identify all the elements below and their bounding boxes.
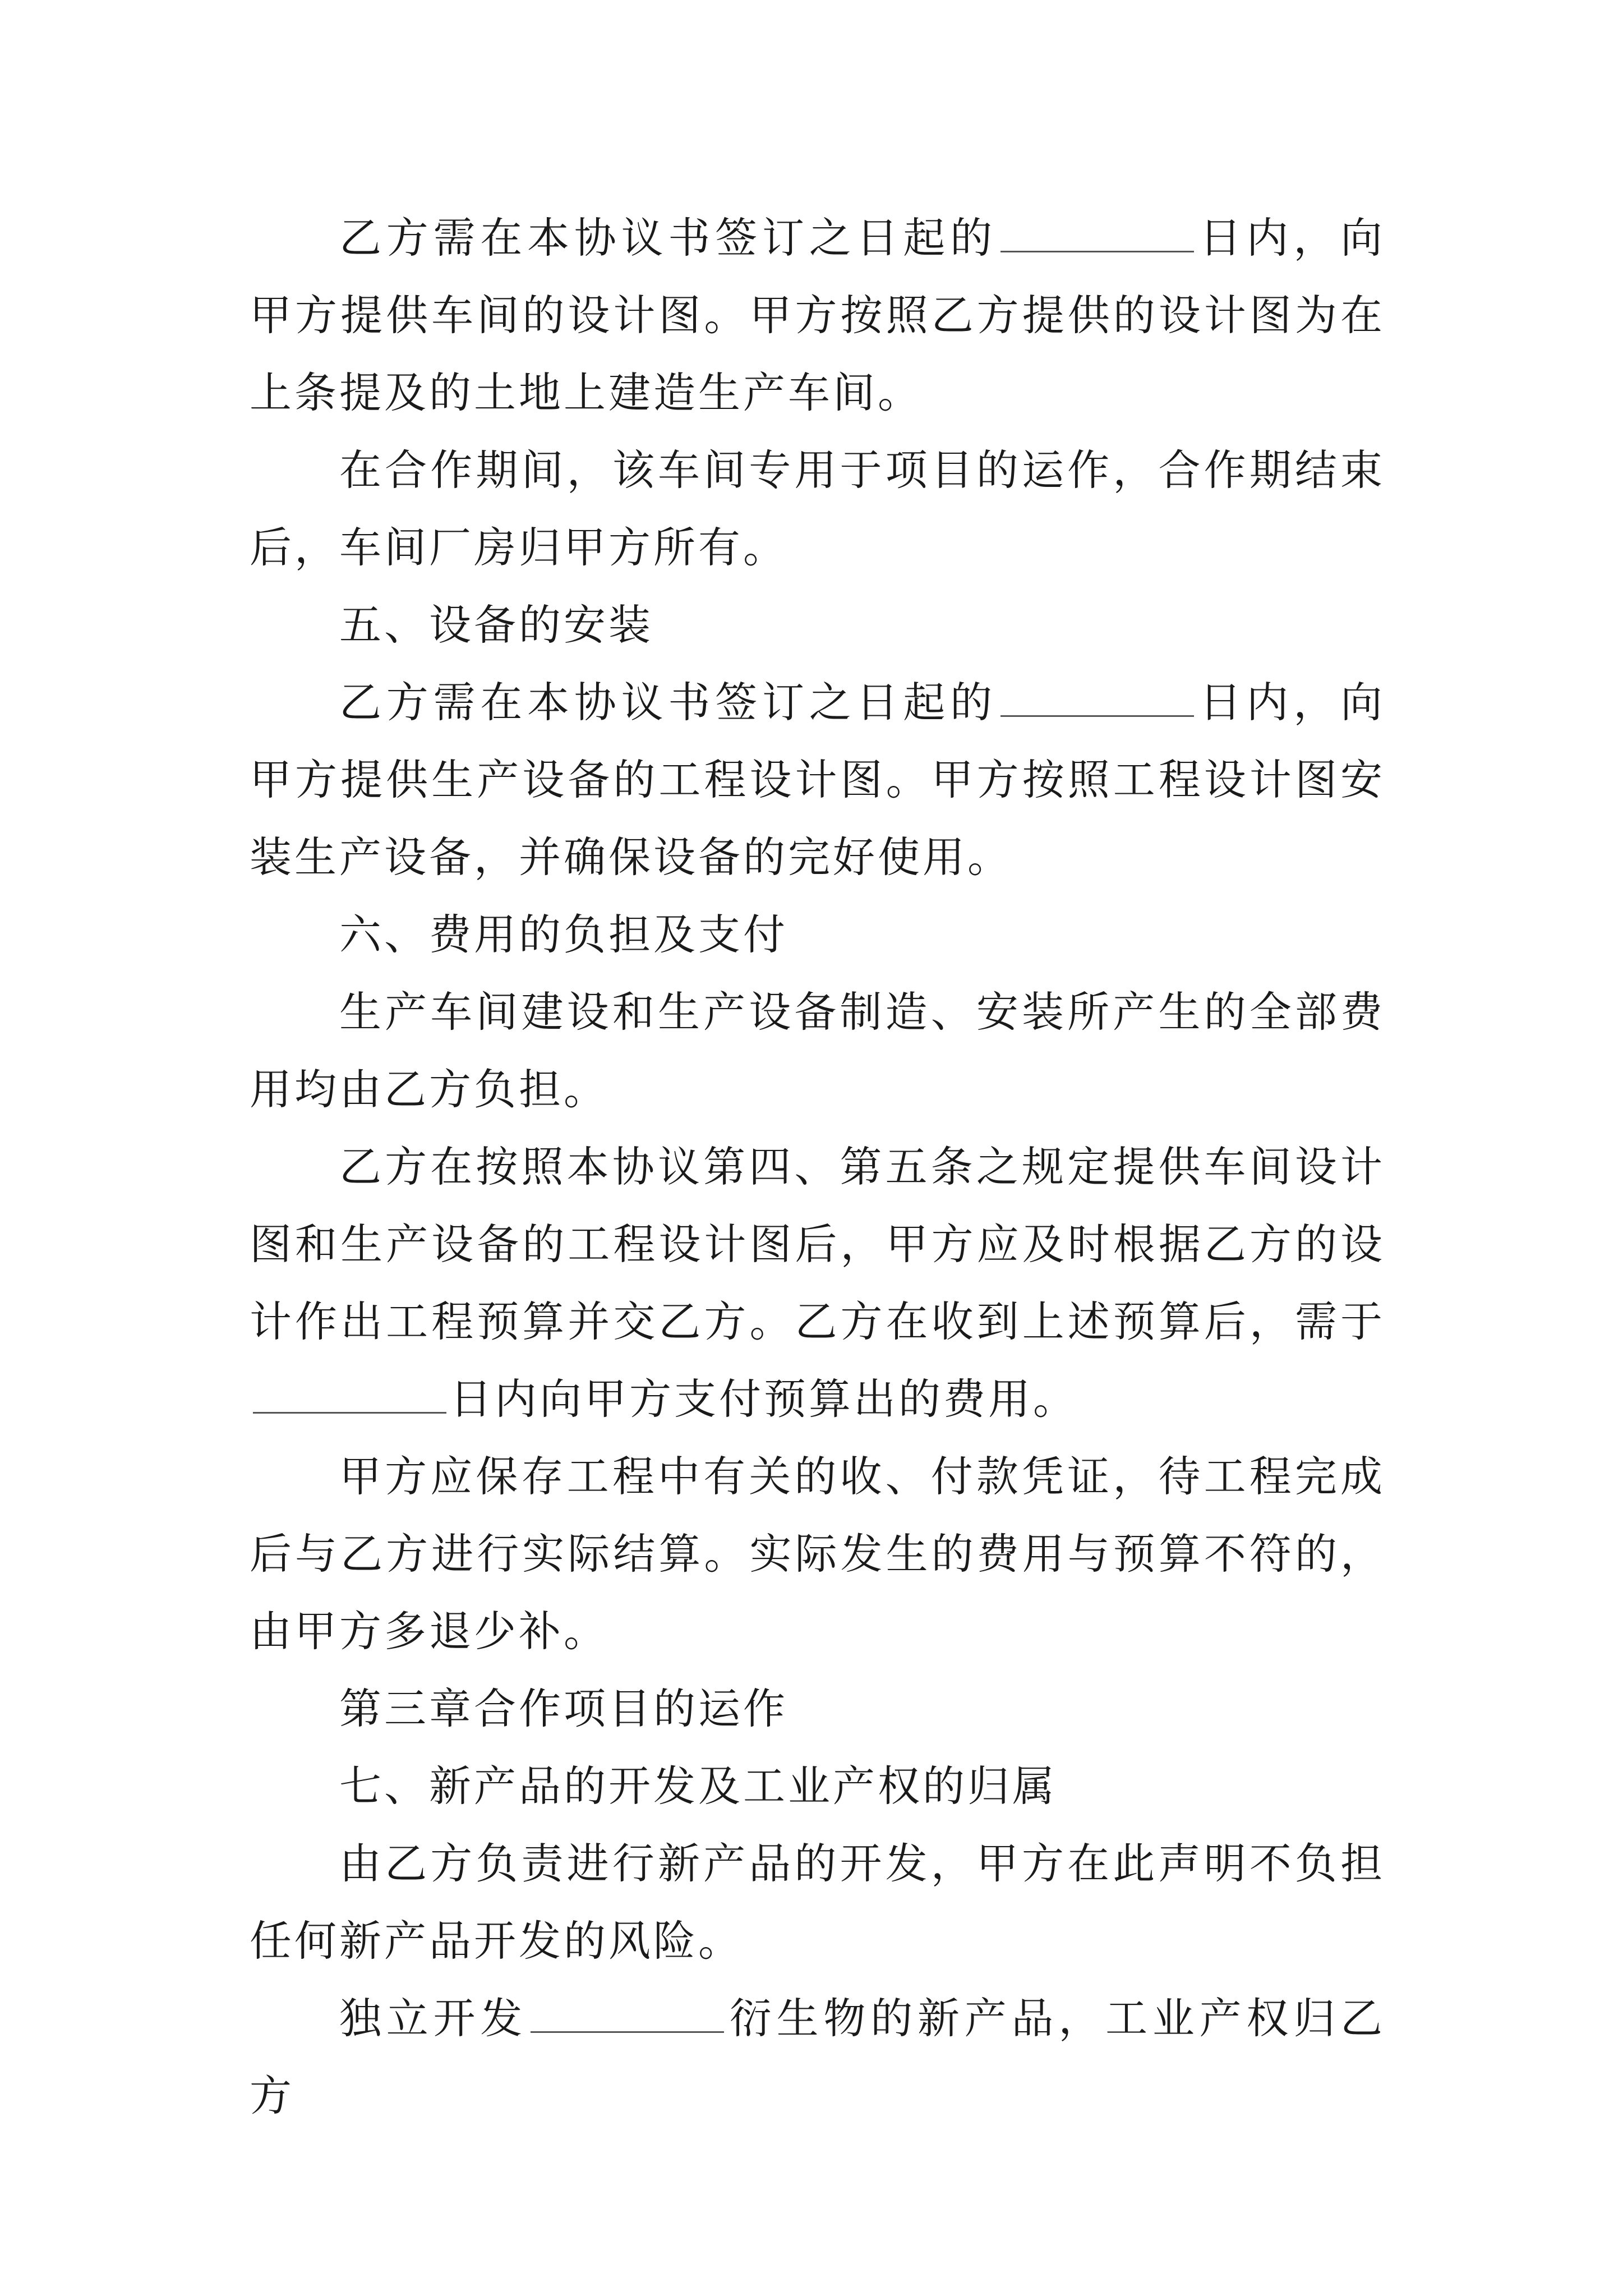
paragraph-text: 衍生物的新产品，工业产权归乙方 [250,1994,1385,2120]
paragraph-text: 六、费用的负担及支付 [339,910,789,959]
paragraph [250,586,1385,664]
paragraph-text: 日内向甲方支付预算出的费用。 [450,1374,1078,1424]
fill-in-blank [1000,217,1194,252]
paragraph [250,1747,1385,1825]
paragraph [250,664,1385,896]
paragraph-text: 五、设备的安装 [339,600,654,650]
paragraph-text: 由乙方负责进行新产品的开发，甲方在此声明不负担任何新产品开发的风险。 [250,1839,1385,1966]
fill-in-blank [531,1998,724,2033]
paragraph [250,1438,1385,1670]
fill-in-blank [253,1378,446,1414]
paragraph-text: 乙方在按照本协议第四、第五条之规定提供车间设计图和生产设备的工程设计图后，甲方应及时根据乙方的设计作出工程预算并交乙方。乙方在收到上述预算后，需于 [250,1142,1385,1346]
paragraph [250,1670,1385,1747]
paragraph-text: 第三章合作项目的运作 [339,1684,789,1733]
paragraph-text: 独立开发 [339,1994,528,2043]
paragraph-text: 甲方应保存工程中有关的收、付款凭证，待工程完成后与乙方进行实际结算。实际发生的费用与预算不符的，由甲方多退少补。 [250,1452,1385,1656]
paragraph-text: 日内，向甲方提供生产设备的工程设计图。甲方按照工程设计图安装生产设备，并确保设备的完好使用。 [250,678,1385,882]
paragraph-text: 乙方需在本协议书签订之日起的 [339,678,997,727]
paragraph-text: 生产车间建设和生产设备制造、安装所产生的全部费用均由乙方负担。 [250,987,1385,1114]
paragraph [250,896,1385,973]
paragraph-text: 七、新产品的开发及工业产权的归属 [339,1761,1058,1811]
paragraph [250,431,1385,586]
fill-in-blank [1000,682,1194,717]
paragraph [250,1128,1385,1438]
paragraph [250,973,1385,1128]
paragraph [250,1980,1385,2134]
document-body [250,199,1385,2134]
paragraph [250,199,1385,431]
paragraph-text: 乙方需在本协议书签订之日起的 [339,213,997,263]
paragraph-text: 在合作期间，该车间专用于项目的运作，合作期结束后，车间厂房归甲方所有。 [250,445,1385,572]
paragraph [250,1825,1385,1980]
paragraph-text: 日内，向甲方提供车间的设计图。甲方按照乙方提供的设计图为在上条提及的土地上建造生产车间。 [250,213,1385,417]
